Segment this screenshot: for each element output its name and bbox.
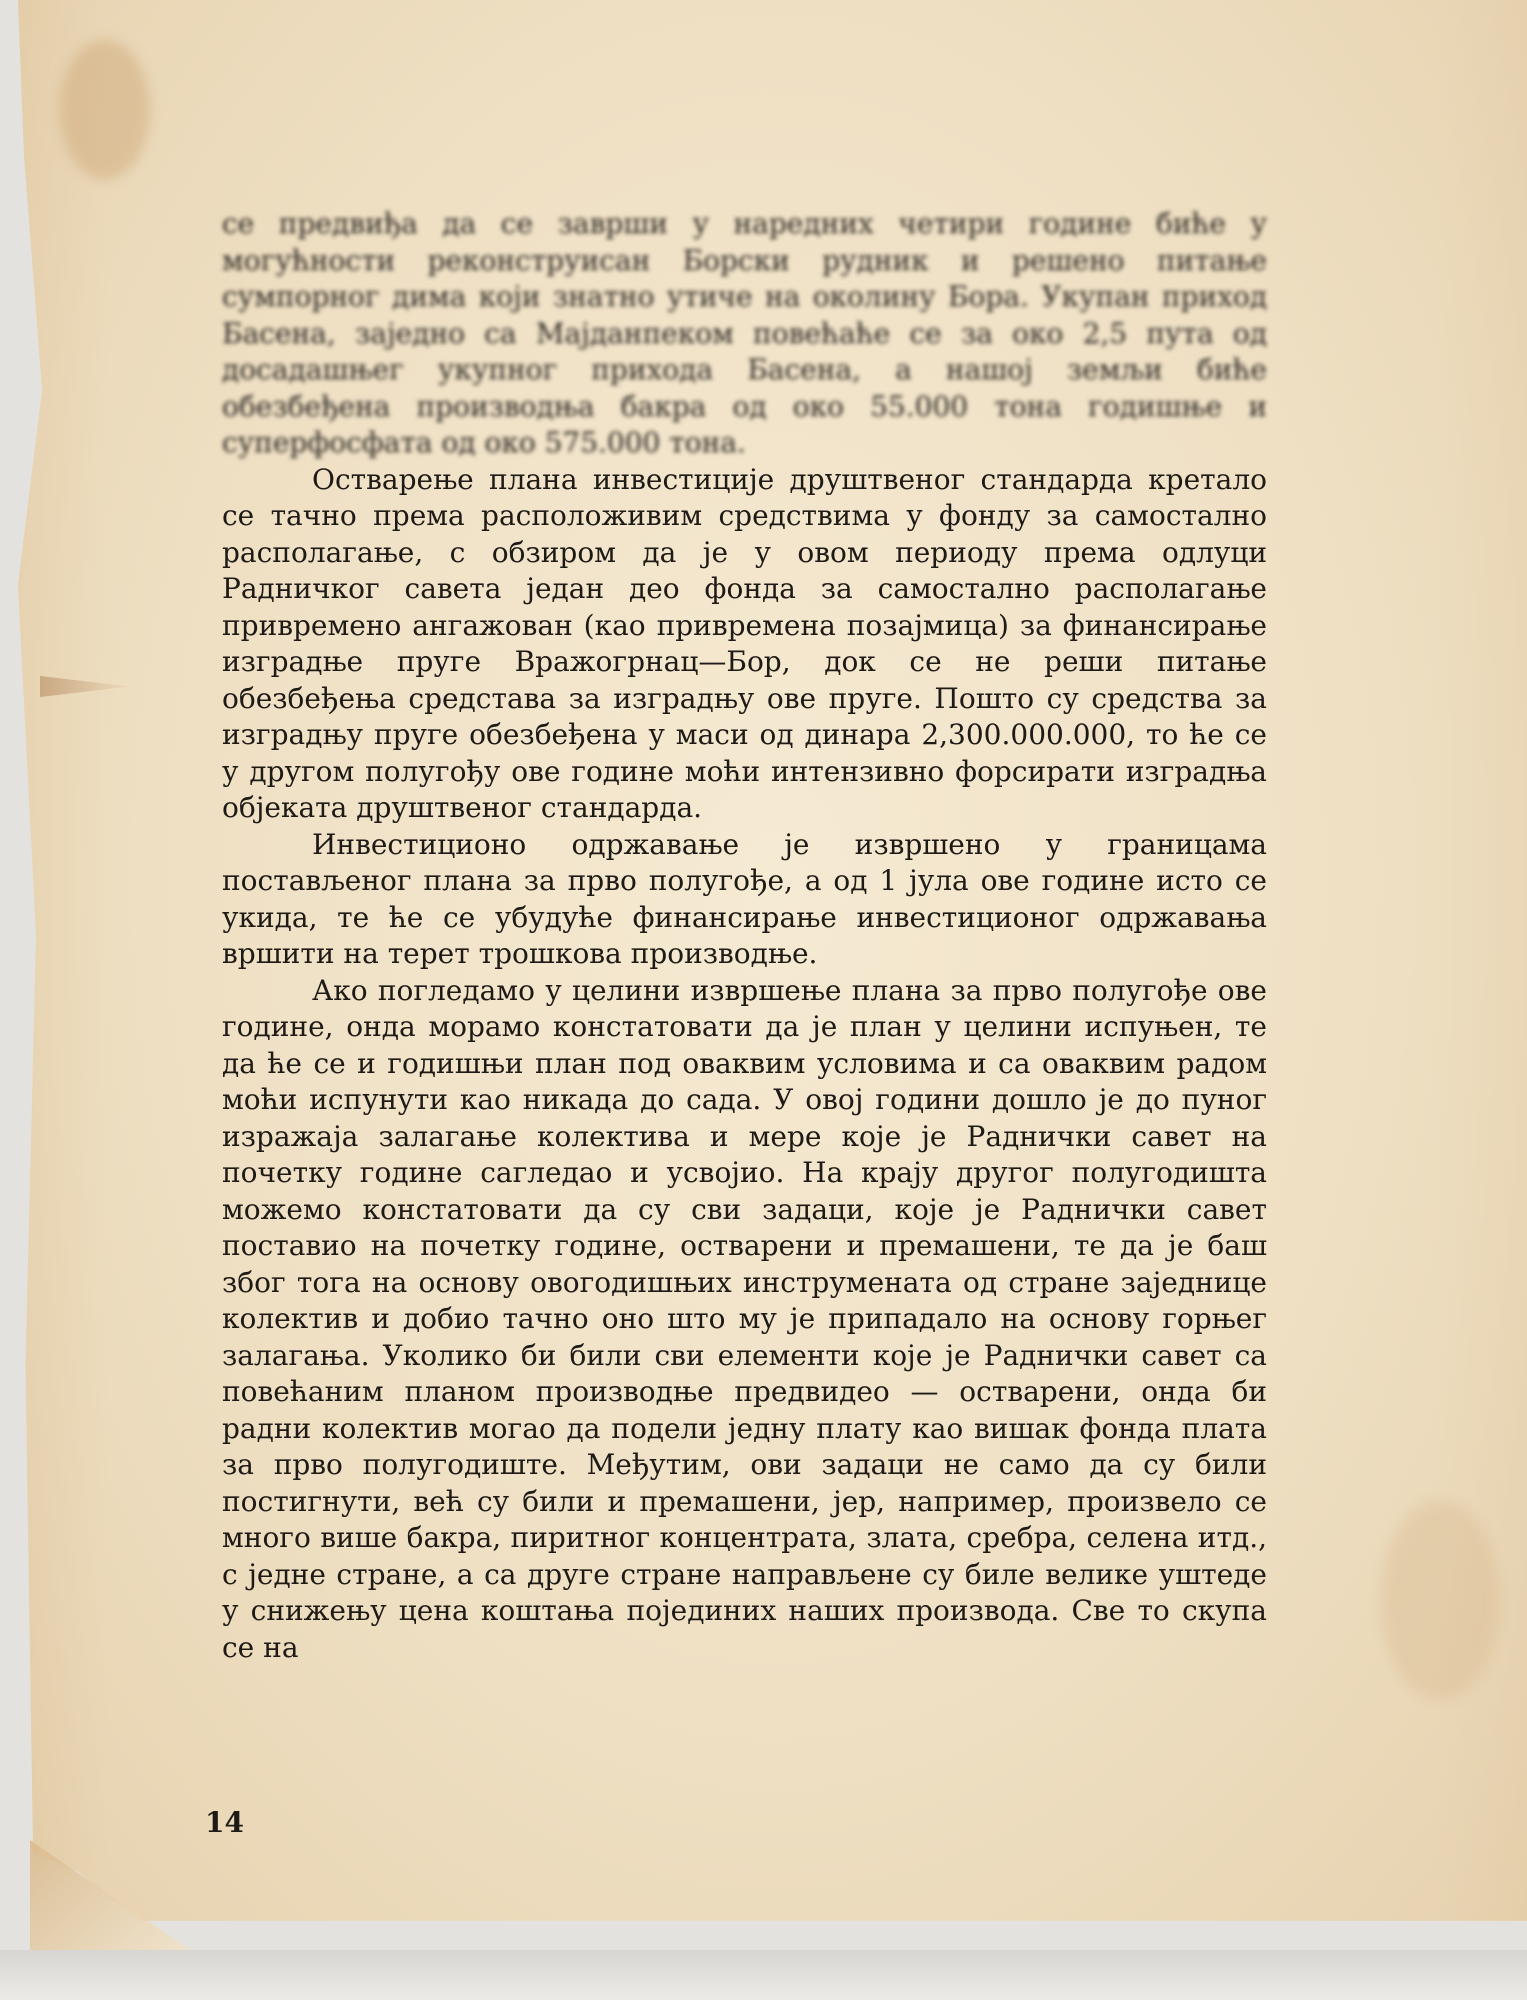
page-number: 14 bbox=[205, 1806, 244, 1839]
paragraph: Остварење плана инвестиције друштвеног стандарда кретало се тачно према расположивим средствима у фонду за самостално располагање, с обзиром да је у овом периоду према одлуци Радничког савета један део фонда за самостално располагање привремено ангажован (као привремена позајмица) за финансирање изградње пруге Вражогрнац—Бор, док се не реши питање обезбеђења средстава за изградњу ове пруге. Пошто су средства за изградњу пруге обезбеђена у маси од динара 2,300.000.000, то ће се у другом полугођу ове године моћи интензивно форсирати изградња објеката друштвеног стандарда. bbox=[222, 462, 1267, 824]
scan-shadow bbox=[0, 1950, 1527, 2000]
paragraph: Инвестиционо одржавање је извршено у границама постављеног плана за прво полугође, а од 1 јула ове године исто се укида, те ће се убудуће финансирање инвестиционог одржавања вршити на терет трошкова производње. bbox=[222, 827, 1267, 970]
paragraph: Ако погледамо у целини извршење плана за прво полугође ове године, онда морамо констатовати да је план у целини испуњен, те да ће се и годишњи план под оваквим условима и са оваквим радом моћи испунути као никада до сада. У овој години дошло је до пуног изражаја залагање колектива и мере које је Раднички савет на почетку године сагледао и усвојио. На крају другог полугодишта можемо констатовати да су сви задаци, које је Раднички савет поставио на почетку године, остварени и премашени, те да је баш због тога на основу овогодишњих инструмената од стране заједнице колектив и добио тачно оно што му је припадало на основу горњег залагања. Уколико би били сви елементи које је Раднички савет са повећаним планом производње предвидео — остварени, онда би радни колектив могао да подели једну плату као вишак фонда плата за прво полугодиште. Међутим, ови задаци не само да су били постигнути, већ су били и премашени, јер, например, произвело се много више бакра, пиритног концентрата, злата, сребра, селена итд., с једне стране, а са друге стране направљене су биле велике уштеде у снижењу цена коштања појединих наших производа. Све то скупа се на bbox=[222, 973, 1267, 1664]
blurred-paragraph: се предвиђа да се заврши у наредних четири године биће у могућности реконструисан Борски рудник и решено питање сумпорног дима који знатно утиче на околину Бора. Укупан приход Басена, заједно са Мајданпеком повећаће се за око 2,5 пута од досадашњег укупног прихода Басена, а нашој земљи биће обезбеђена производња бакра од око 55.000 тона годишње и суперфосфата од око 575.000 тона. bbox=[222, 207, 1267, 459]
body-text bbox=[222, 206, 1267, 1666]
paper-stain bbox=[1380, 1500, 1500, 1700]
paper-stain bbox=[60, 40, 150, 180]
